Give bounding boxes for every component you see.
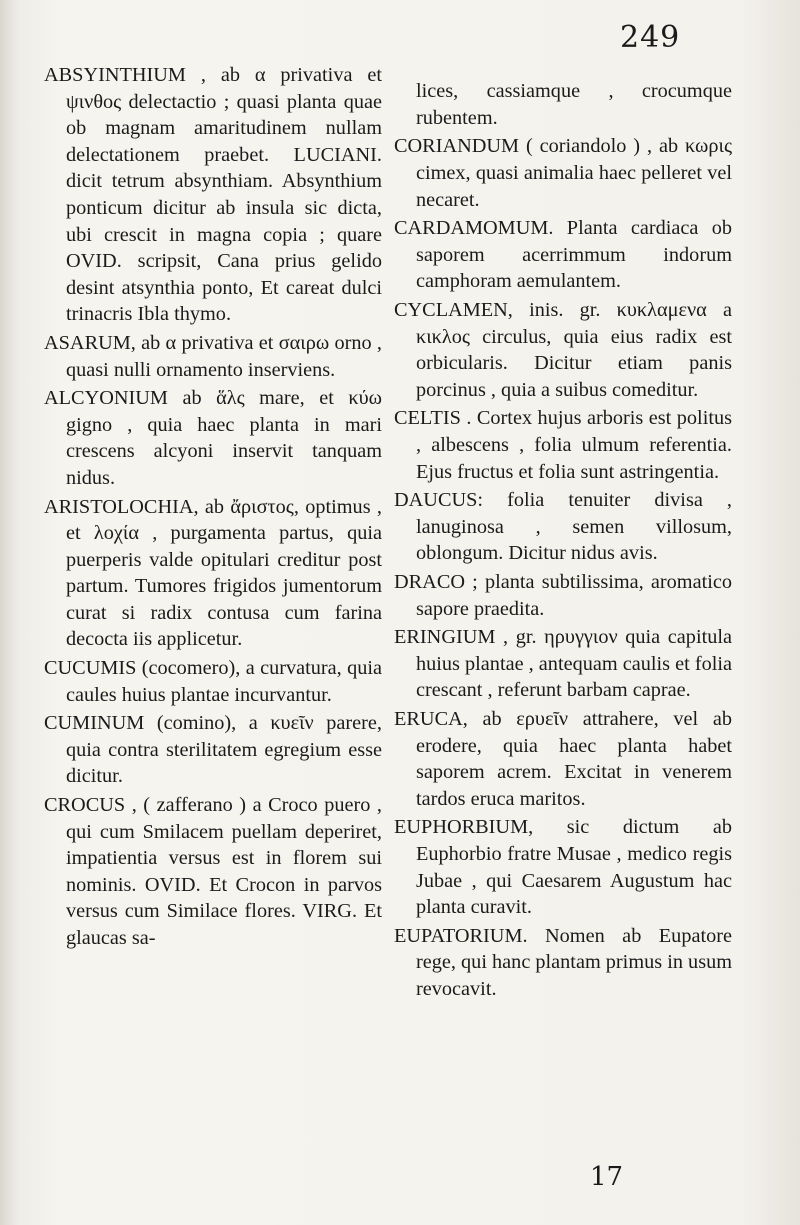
entry-cucumis: CUCUMIS (cocomero), a curvatura, quia caules huius plantae incurvantur. bbox=[44, 657, 382, 706]
entry-alcyonium: ALCYONIUM ab ἅλς mare, et κύω gigno , quia haec planta in mari crescens alcyoni inservit tanquam nidus. bbox=[44, 387, 382, 489]
entry-coriandum: CORIANDUM ( coriandolo ) , ab κωρις cimex, quasi animalia haec pelleret vel necaret. bbox=[394, 135, 732, 211]
entry-crocus: CROCUS , ( zafferano ) a Croco puero , qui cum Smilacem puellam deperiret, impatientia versus est in florem sui nominis. OVID. Et Crocon in parvos versus cum Similace flores. VIRG. Et glaucas sa- bbox=[44, 794, 382, 949]
entry-daucus: DAUCUS: folia tenuiter divisa , lanuginosa , semen villosum, oblongum. Dicitur nidus avis. bbox=[394, 489, 732, 565]
right-column bbox=[394, 58, 732, 1004]
entry-euphorbium: EUPHORBIUM, sic dictum ab Euphorbio fratre Musae , medico regis Jubae , qui Caesarem Augustum hac planta curavit. bbox=[394, 816, 732, 919]
entry-aristolochia: ARISTOLOCHIA, ab ἄριστος, optimus , et λοχία , purgamenta partus, quia puerperis valde opitulari creditur post partum. Tumores frigidos jumentorum curat si radix contusa cum farina decocta iis applicetur. bbox=[44, 495, 382, 651]
crocus-continuation: lices, cassiamque , crocumque rubentem. bbox=[416, 80, 732, 129]
entry-cuminum: CUMINUM (comino), a κυεῖν parere, quia contra sterilitatem egregium esse dicitur. bbox=[44, 712, 382, 788]
signature-mark: 17 bbox=[590, 1162, 624, 1192]
entry-eruca: ERUCA, ab ερυεῖν attrahere, vel ab erodere, quia haec planta habet saporem acrem. Excitat in venerem tardos eruca maritos. bbox=[394, 707, 732, 810]
left-column bbox=[44, 58, 382, 954]
entry-cyclamen: CYCLAMEN, inis. gr. κυκλαμενα a κικλος circulus, quia eius radix est orbicularis. Dicitur etiam panis porcinus , quia a suibus comeditur. bbox=[394, 299, 732, 401]
entry-asarum: ASARUM, ab α privativa et σαιρω orno , quasi nulli ornamento inserviens. bbox=[44, 331, 382, 381]
entry-eupatorium: EUPATORIUM. Nomen ab Eupatore rege, qui hanc plantam primus in usum revocavit. bbox=[394, 924, 732, 1000]
entry-cardamomum: CARDAMOMUM. Planta cardiaca ob saporem acerrimmum indorum camphoram aemulantem. bbox=[394, 217, 732, 293]
page-number: 249 bbox=[620, 20, 681, 55]
entry-eringium: ERINGIUM , gr. ηρυγγιον quia capitula huius plantae , antequam caulis et folia crescant , referunt barbam caprae. bbox=[394, 626, 732, 702]
entry-draco: DRACO ; planta subtilissima, aromatico sapore praedita. bbox=[394, 570, 732, 620]
entry-absynthium: ABSYINTHIUM , ab α privativa et ψινθος delectactio ; quasi planta quae ob magnam amaritudinem nullam delectationem praebet. LUCIANI. dicit tetrum absynthiam. Absynthium ponticum dicitur ab insula sic dicta, ubi crescit in magna copia ; quare OVID. scripsit, Cana prius gelido desint atsynthia ponto, Et careat dulci trinacris Ibla thymo. bbox=[44, 64, 382, 326]
entry-celtis: CELTIS . Cortex hujus arboris est politus , albescens , folia ulmum referentia. Ejus fructus et folia sunt astringentia. bbox=[394, 407, 732, 483]
